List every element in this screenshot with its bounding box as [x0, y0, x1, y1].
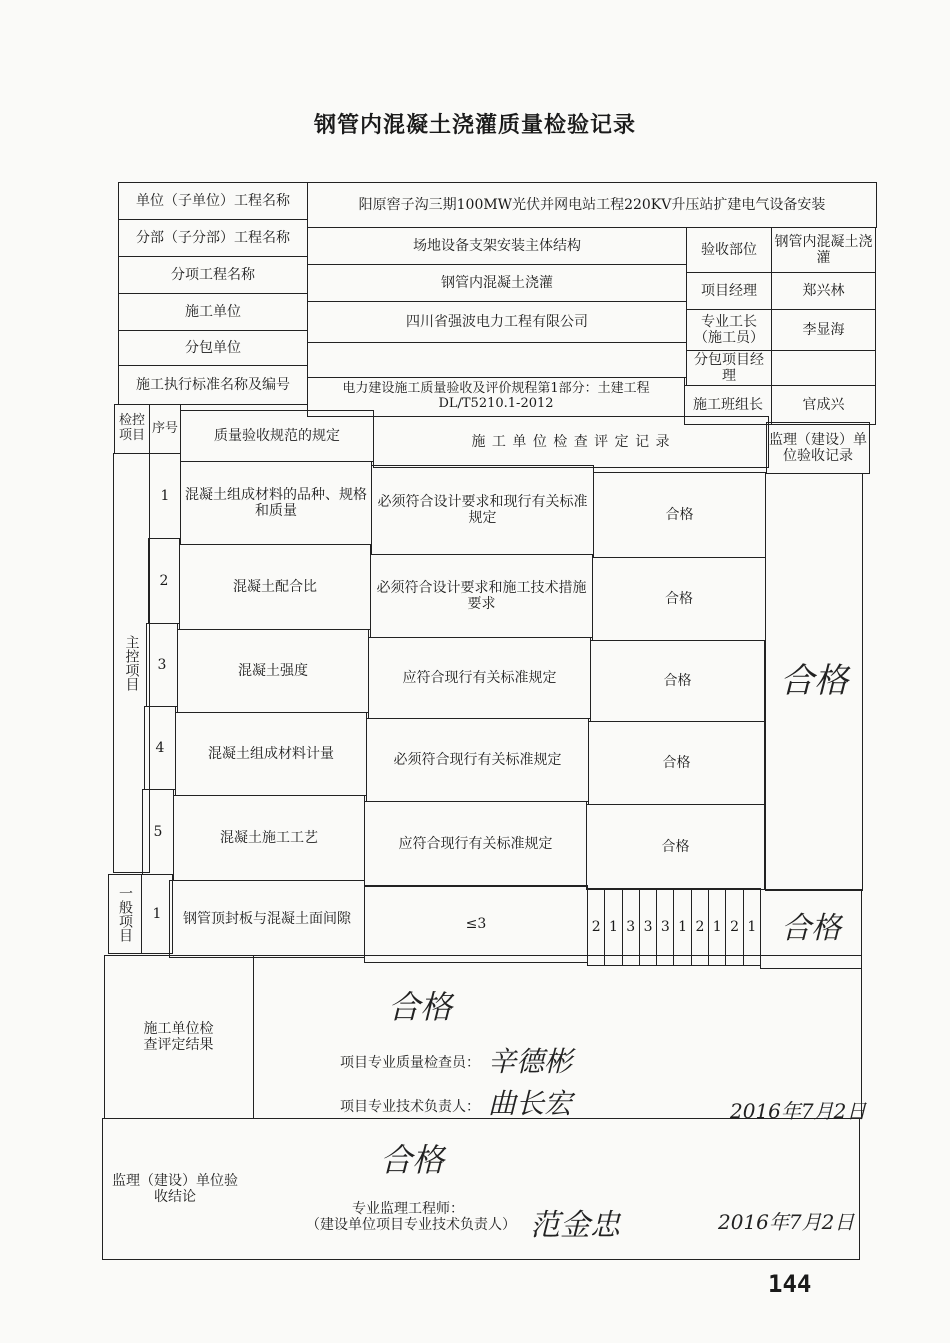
tech-lead-signature: 曲长宏: [488, 1087, 573, 1120]
mc-result-3: 合格: [590, 640, 765, 722]
mc-no-1: 1: [149, 453, 181, 539]
unit-label: 单位（子单位）工程名称: [118, 182, 308, 220]
contractor-date: 2016年7月2日: [730, 1099, 867, 1123]
col-seq: 序号: [149, 404, 181, 454]
subitem-label: 分项工程名称: [118, 256, 308, 294]
team-leader-value: 官成兴: [771, 385, 876, 425]
mc-req-4: 必须符合现行有关标准规定: [366, 718, 589, 802]
general-supervisor-handwritten: 合格: [781, 910, 841, 946]
mc-result-1: 合格: [593, 472, 766, 558]
mc-item-1: 混凝土组成材料的品种、规格和质量: [180, 461, 372, 545]
mc-supervisor-handwritten: 合格: [780, 661, 848, 702]
supervisor-conclusion-label: 监理（建设）单位验收结论: [112, 1172, 238, 1205]
sub-value: [307, 342, 687, 378]
contractor-conclusion-handwritten: 合格: [388, 988, 453, 1026]
standard-label: 施工执行标准名称及编号: [118, 365, 308, 405]
inspect-part-value: 钢管内混凝土浇灌: [771, 227, 876, 273]
engineer-label-2: （建设单位项目专业技术负责人）: [306, 1217, 516, 1233]
mc-result-2: 合格: [592, 557, 766, 641]
foreman-value: 李显海: [771, 309, 876, 351]
measurement-cell: 3: [640, 889, 657, 965]
col-contractor-record: 施 工 单 位 检 查 评 定 记 录: [373, 416, 769, 468]
team-leader-label: 施工班组长: [684, 385, 772, 425]
standard-value-line2: DL/T5210.1-2012: [438, 396, 554, 411]
measurement-cell: 1: [674, 889, 691, 965]
mc-result-4: 合格: [588, 721, 765, 805]
mc-result-5: 合格: [586, 804, 765, 890]
engineer-signature: 范金忠: [530, 1208, 620, 1243]
col-spec: 质量验收规范的规定: [180, 410, 374, 462]
page-title: 钢管内混凝土浇灌质量检验记录: [313, 113, 636, 138]
measurement-cell: 2: [588, 889, 605, 965]
col-supervisor-record: 监理（建设）单位验收记录: [766, 422, 870, 474]
inspect-part-label: 验收部位: [686, 227, 772, 273]
foreman-label: 专业工长（施工员）: [686, 309, 772, 351]
engineer-label-1: 专业监理工程师：: [352, 1201, 464, 1217]
sub-pm-value: [771, 350, 876, 386]
mc-req-3: 应符合现行有关标准规定: [368, 637, 591, 719]
general-item: 钢管顶封板与混凝土面间隙: [169, 880, 365, 958]
main-control-label: 主控项目: [113, 453, 150, 873]
mc-no-3: 3: [146, 623, 178, 707]
contractor-conclusion-label: 施工单位检查评定结果: [104, 955, 254, 1119]
page-number: 144: [768, 1270, 812, 1298]
mc-req-2: 必须符合设计要求和施工技术措施要求: [370, 554, 593, 638]
mc-item-3: 混凝土强度: [177, 629, 369, 713]
inspector-signature: 辛德彬: [488, 1045, 573, 1078]
mc-item-2: 混凝土配合比: [179, 544, 371, 630]
sub-label: 分包单位: [118, 330, 308, 366]
mc-item-5: 混凝土施工工艺: [173, 795, 365, 881]
general-no: 1: [141, 874, 173, 954]
unit-value: 阳原窖子沟三期100MW光伏并网电站工程220KV升压站扩建电气设备安装: [307, 182, 877, 228]
measurement-cell: 3: [657, 889, 674, 965]
measurement-cell: 1: [605, 889, 622, 965]
general-label: 一般项目: [108, 874, 142, 954]
subitem-value: 钢管内混凝土浇灌: [307, 264, 687, 302]
mc-no-2: 2: [148, 538, 180, 624]
sub-pm-label: 分包项目经理: [686, 350, 772, 386]
general-req: ≤3: [364, 885, 588, 963]
contractor-value: 四川省强波电力工程有限公司: [307, 301, 687, 343]
measurement-cell: 2: [726, 889, 743, 965]
mc-supervisor-result: [765, 473, 863, 891]
pm-value: 郑兴林: [771, 272, 876, 310]
division-label: 分部（子分部）工程名称: [118, 219, 308, 257]
pm-label: 项目经理: [686, 272, 772, 310]
supervisor-conclusion-handwritten: 合格: [380, 1141, 445, 1179]
mc-req-5: 应符合现行有关标准规定: [364, 801, 587, 887]
col-check-item: 检控项目: [114, 404, 150, 454]
measurement-cell: 1: [709, 889, 726, 965]
contractor-label: 施工单位: [118, 293, 308, 331]
measurement-cell: 3: [623, 889, 640, 965]
mc-no-5: 5: [142, 789, 174, 875]
measurement-cell: 2: [692, 889, 709, 965]
supervisor-date: 2016年7月2日: [718, 1210, 855, 1234]
mc-no-4: 4: [144, 706, 176, 790]
standard-value-line1: 电力建设施工质量验收及评价规程第1部分：土建工程: [342, 381, 650, 397]
measurement-cell: 1: [747, 918, 757, 935]
inspector-label: 项目专业质量检查员：: [340, 1055, 480, 1071]
mc-item-4: 混凝土组成材料计量: [175, 712, 367, 796]
tech-lead-label: 项目专业技术负责人：: [340, 1099, 480, 1115]
mc-req-1: 必须符合设计要求和现行有关标准规定: [371, 465, 594, 555]
division-value: 场地设备支架安装主体结构: [307, 227, 687, 265]
